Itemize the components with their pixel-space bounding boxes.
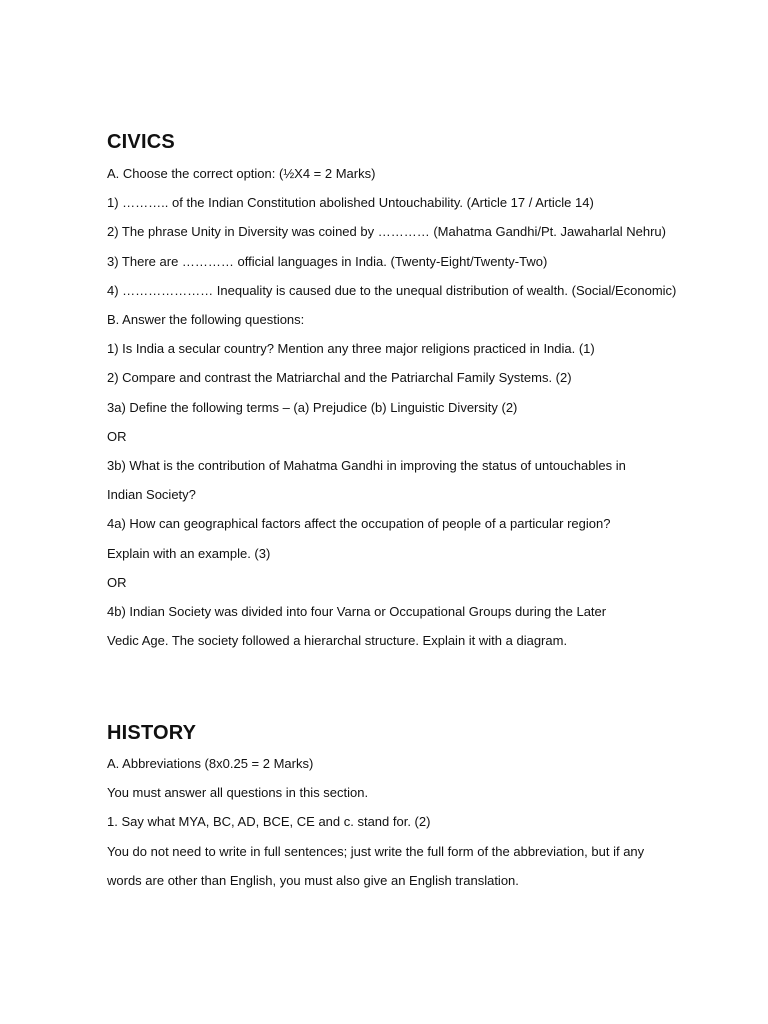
history-heading: HISTORY bbox=[107, 722, 197, 744]
civics-line-b-3b: 3b) What is the contribution of Mahatma Gandhi in improving the status of untouchables in bbox=[107, 458, 626, 474]
civics-line-mcq-2: 2) The phrase Unity in Diversity was coined by ………… (Mahatma Gandhi/Pt. Jawaharlal Nehru) bbox=[107, 224, 666, 240]
civics-line-b-1: 1) Is India a secular country? Mention any three major religions practiced in India. (1) bbox=[107, 341, 595, 357]
civics-line-b-3b-cont: Indian Society? bbox=[107, 487, 196, 503]
civics-line-or-1: OR bbox=[107, 428, 127, 444]
history-line-abbrev-instruction: A. Abbreviations (8x0.25 = 2 Marks) bbox=[107, 756, 314, 771]
civics-line-b-instruction: B. Answer the following questions: bbox=[107, 312, 305, 328]
civics-line-or-2: OR bbox=[107, 574, 127, 590]
history-line-q1: 1. Say what MYA, BC, AD, BCE, CE and c. stand for. (2) bbox=[107, 814, 431, 830]
civics-line-b-2: 2) Compare and contrast the Matriarchal and the Patriarchal Family Systems. (2) bbox=[107, 370, 572, 386]
civics-line-mcq-3: 3) There are ………… official languages in India. (Twenty-Eight/Twenty-Two) bbox=[107, 253, 548, 269]
civics-line-b-4a-cont: Explain with an example. (3) bbox=[107, 545, 271, 561]
civics-line-b-4b: 4b) Indian Society was divided into four Varna or Occupational Groups during the Later bbox=[107, 604, 607, 620]
history-line-answer-all: You must answer all questions in this section. bbox=[107, 785, 369, 801]
civics-line-b-3a: 3a) Define the following terms – (a) Prejudice (b) Linguistic Diversity (2) bbox=[107, 399, 518, 415]
civics-heading: CIVICS bbox=[107, 131, 175, 153]
history-section bbox=[107, 719, 727, 895]
civics-section bbox=[107, 128, 727, 655]
history-questions bbox=[107, 749, 727, 895]
civics-line-mcq-instruction: A. Choose the correct option: (½X4 = 2 Marks) bbox=[107, 166, 376, 181]
history-line-note: You do not need to write in full sentences; just write the full form of the abbreviation, but if any bbox=[107, 843, 645, 859]
civics-line-b-4b-cont: Vedic Age. The society followed a hierarchal structure. Explain it with a diagram. bbox=[107, 633, 568, 649]
history-line-note-cont: words are other than English, you must also give an English translation. bbox=[107, 872, 519, 888]
civics-line-b-4a: 4a) How can geographical factors affect the occupation of people of a particular region? bbox=[107, 516, 611, 532]
civics-questions bbox=[107, 159, 727, 655]
civics-line-mcq-4: 4) ………………… Inequality is caused due to the unequal distribution of wealth. (Social/Economic) bbox=[107, 282, 677, 298]
civics-line-mcq-1: 1) ……….. of the Indian Constitution abolished Untouchability. (Article 17 / Article 14) bbox=[107, 195, 594, 211]
